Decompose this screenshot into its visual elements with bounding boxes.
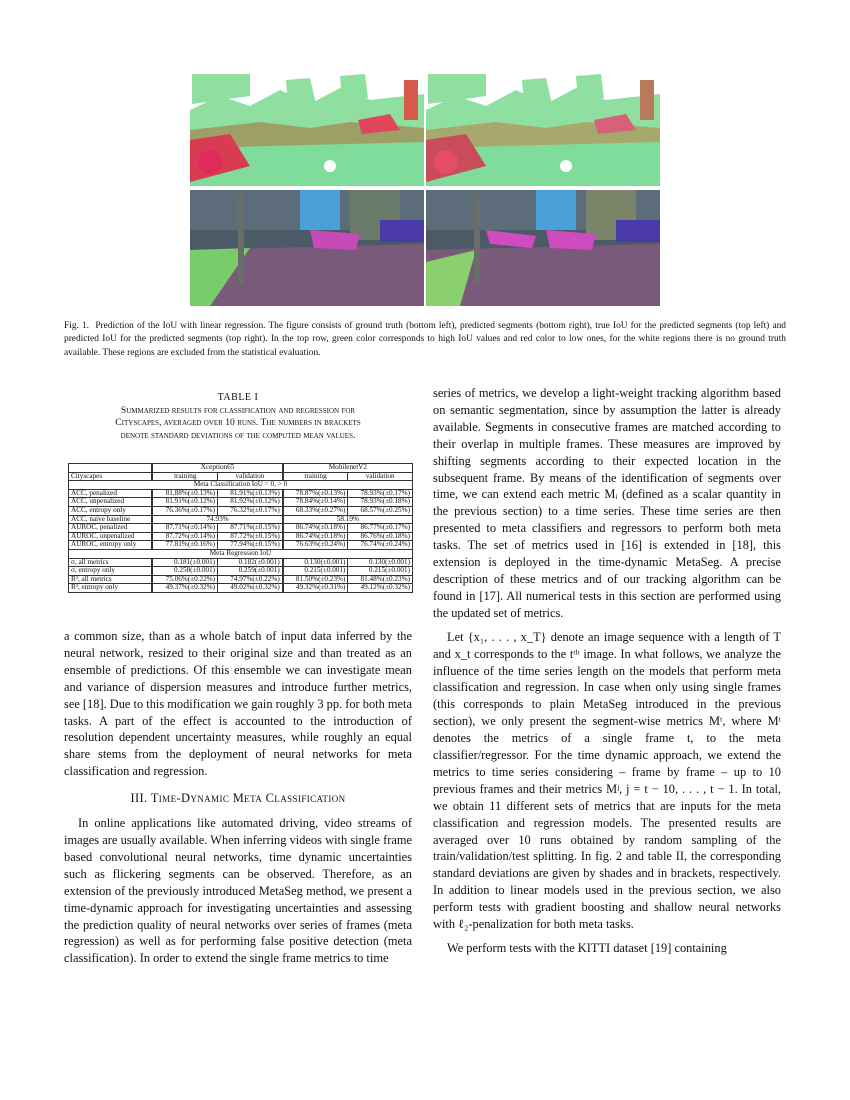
cell: 49.02%(±0.32%)	[218, 584, 283, 593]
row-label: R², all metrics	[69, 575, 153, 584]
cell: 77.94%(±0.15%)	[218, 541, 283, 550]
cell: 49.32%(±0.31%)	[283, 584, 348, 593]
cell: 87.72%(±0.14%)	[152, 532, 217, 541]
row-label: ACC, naive baseline	[69, 515, 153, 524]
dataset-label: Cityscapes	[69, 472, 153, 481]
results-table	[68, 463, 413, 593]
predicted-iou-panel	[426, 70, 660, 186]
cell: 87.71%(±0.15%)	[218, 524, 283, 533]
table-corner	[69, 464, 153, 473]
row-label: R², entropy only	[69, 584, 153, 593]
cell: 0.215(±0.001)	[348, 567, 413, 576]
cell: 58.19%	[283, 515, 413, 524]
cell: 0.258(±0.001)	[152, 567, 217, 576]
cell: 77.81%(±0.16%)	[152, 541, 217, 550]
section-header: Meta Classification IoU = 0, > 0	[69, 481, 413, 490]
table-caption	[64, 392, 412, 442]
cell: 86.74%(±0.18%)	[283, 532, 348, 541]
model-header: MobilenetV2	[283, 464, 413, 473]
row-label: AUROC, penalized	[69, 524, 153, 533]
table-label: TABLE I	[217, 392, 259, 403]
model-header: Xception65	[152, 464, 282, 473]
paragraph: a common size, than as a whole batch of input data inferred by the neural network, resized to their original size and than treated as an ensemble of predictions. Of this ensemble we can investigate mean and variance of dispersion measures and introduce further metrics, see [18]. Due to this modification we gain roughly 3 pp. for both meta tasks. A part of the effect is accounted to the introduction of resolution dependent uncertainty measures, while roughly an equal share stems from the deployment of neural networks for meta classification and regression.	[64, 629, 412, 779]
table-row	[69, 584, 413, 593]
cell: 68.33%(±0.27%)	[283, 506, 348, 515]
cell: 74.93%	[152, 515, 282, 524]
cell: 0.215(±0.001)	[283, 567, 348, 576]
row-label: σ, entropy only	[69, 567, 153, 576]
cell: 87.72%(±0.15%)	[218, 532, 283, 541]
true-iou-panel	[190, 70, 424, 186]
table-caption-line: Cityscapes, averaged over 10 runs. The numbers in brackets	[115, 417, 361, 428]
right-column	[433, 385, 781, 957]
cell: 0.259(±0.001)	[218, 567, 283, 576]
cell: 74.97%(±0.22%)	[218, 575, 283, 584]
cell: 75.06%(±0.22%)	[152, 575, 217, 584]
cell: 86.77%(±0.17%)	[348, 524, 413, 533]
section-heading-text: III. Time-Dynamic Meta Classification	[130, 791, 346, 806]
column-header: validation	[348, 472, 413, 481]
cell: 0.130(±0.001)	[283, 558, 348, 567]
cell: 0.182(±0.001)	[218, 558, 283, 567]
section-heading	[64, 790, 412, 807]
cell: 78.87%(±0.13%)	[283, 489, 348, 498]
cell: 81.50%(±0.23%)	[283, 575, 348, 584]
cell: 76.36%(±0.17%)	[152, 506, 217, 515]
cell: 0.181(±0.001)	[152, 558, 217, 567]
cell: 68.57%(±0.25%)	[348, 506, 413, 515]
cell: 78.84%(±0.14%)	[283, 498, 348, 507]
cell: 86.76%(±0.18%)	[348, 532, 413, 541]
cell: 81.91%(±0.13%)	[218, 489, 283, 498]
table-caption-line: Summarized results for classification and regression for	[120, 404, 356, 416]
cell: 78.93%(±0.18%)	[348, 498, 413, 507]
row-label: AUROC, entropy only	[69, 541, 153, 550]
cell: 87.71%(±0.14%)	[152, 524, 217, 533]
ground-truth-panel	[190, 190, 424, 306]
column-header: training	[283, 472, 348, 481]
cell: 81.91%(±0.12%)	[152, 498, 217, 507]
column-header: validation	[218, 472, 283, 481]
figure-1	[190, 70, 660, 306]
cell: 76.32%(±0.17%)	[218, 506, 283, 515]
cell: 81.48%(±0.23%)	[348, 575, 413, 584]
table-row	[69, 567, 413, 576]
table-row	[69, 506, 413, 515]
figure-caption	[64, 320, 786, 360]
table-caption-line: denote standard deviations of the computed mean values.	[120, 429, 356, 441]
cell: 49.12%(±0.32%)	[348, 584, 413, 593]
paragraph: In online applications like automated driving, video streams of images are usually available. When inferring videos with single frame based convolutional neural networks, time dynamic uncertainties such as flickering segments can be observed. Therefore, as an extension of the previously introduced MetaSeg method, we present a time-dynamic approach for investigating uncertainties and assessing the prediction quality of neural networks over series of frames (meta regression) as well as for performing false positive detection (meta classification). In order to extend the single frame metrics to time	[64, 816, 412, 966]
caption-text: Prediction of the IoU with linear regression. The figure consists of ground truth (bottom left), predicted segments (bottom right), true IoU for the predicted segments (top left) and predicted IoU for the predicted segments (top right). In the top row, green color corresponds to high IoU values and red color to low ones, for the white regions there is no ground truth available. These regions are excluded from the statistical evaluation.	[64, 321, 786, 358]
cell: 86.74%(±0.18%)	[283, 524, 348, 533]
cell: 0.130(±0.001)	[348, 558, 413, 567]
column-header: training	[152, 472, 217, 481]
cell: 76.63%(±0.24%)	[283, 541, 348, 550]
paragraph: Let {x₁, . . . , x_T} denote an image sequence with a length of T and x_t corresponds to the tᵗʰ image. In what follows, we analyze the influence of the time series length on the models that perform meta classification and regression. In case when only using single frames (this corresponds to plain MetaSeg introduced in the previous section), we only present the segment-wise metrics Mᵗ, where Mᵗ denotes the metrics of a single frame t, to the meta classifier/regressor. For the time dynamic approach, we extend the metrics to time series considering – frame by frame – up to 10 previous frames and their metrics Mʲ, j = t − 10, . . . , t − 1. In total, we obtain 11 different sets of metrics that are inputs for the meta classification and regression models. The presented results are averaged over 10 runs obtained by random sampling of the train/validation/test splitting. In fig. 2 and table II, the corresponding standard deviations are given by shades and in brackets, respectively. In addition to linear models used in the previous section, we also perform tests with gradient boosting and shallow neural networks with ℓ₂-penalization for both meta tasks.	[433, 629, 781, 932]
paragraph: series of metrics, we develop a light-weight tracking algorithm based on semantic segmentation, since by assumption the latter is already available. Segments in consecutive frames are matched according to their overlap in multiple frames. These measures are improved by shifting segments according to their expected location in the subsequent frame. By means of the identification of segments over time, we can extend each metric Mᵢ (defined as a scalar quantity in the previous section) to a time series. These time series are then presented to meta classifiers and regressors to perform both meta tasks. The set of metrics used in [16] is extended in [18], this extension is deployed in the time-dynamic MetaSeg. A precise description of these metrics and of our tracking algorithm can be found in [17]. All numerical tests in this section are performed using the updated set of metrics.	[433, 386, 781, 620]
row-label: AUROC, unpenalized	[69, 532, 153, 541]
row-label: σ, all metrics	[69, 558, 153, 567]
caption-label: Fig. 1.	[64, 321, 90, 331]
cell: 78.93%(±0.17%)	[348, 489, 413, 498]
cell: 81.88%(±0.13%)	[152, 489, 217, 498]
paragraph: We perform tests with the KITTI dataset [19] containing	[447, 941, 727, 955]
cell: 76.74%(±0.24%)	[348, 541, 413, 550]
table-row	[69, 524, 413, 533]
left-column	[64, 628, 412, 967]
cell: 49.37%(±0.32%)	[152, 584, 217, 593]
cell: 81.92%(±0.12%)	[218, 498, 283, 507]
row-label: ACC, unpenalized	[69, 498, 153, 507]
row-label: ACC, entropy only	[69, 506, 153, 515]
predicted-segments-panel	[426, 190, 660, 306]
section-header: Meta Regression IoU	[69, 549, 413, 558]
row-label: ACC, penalized	[69, 489, 153, 498]
